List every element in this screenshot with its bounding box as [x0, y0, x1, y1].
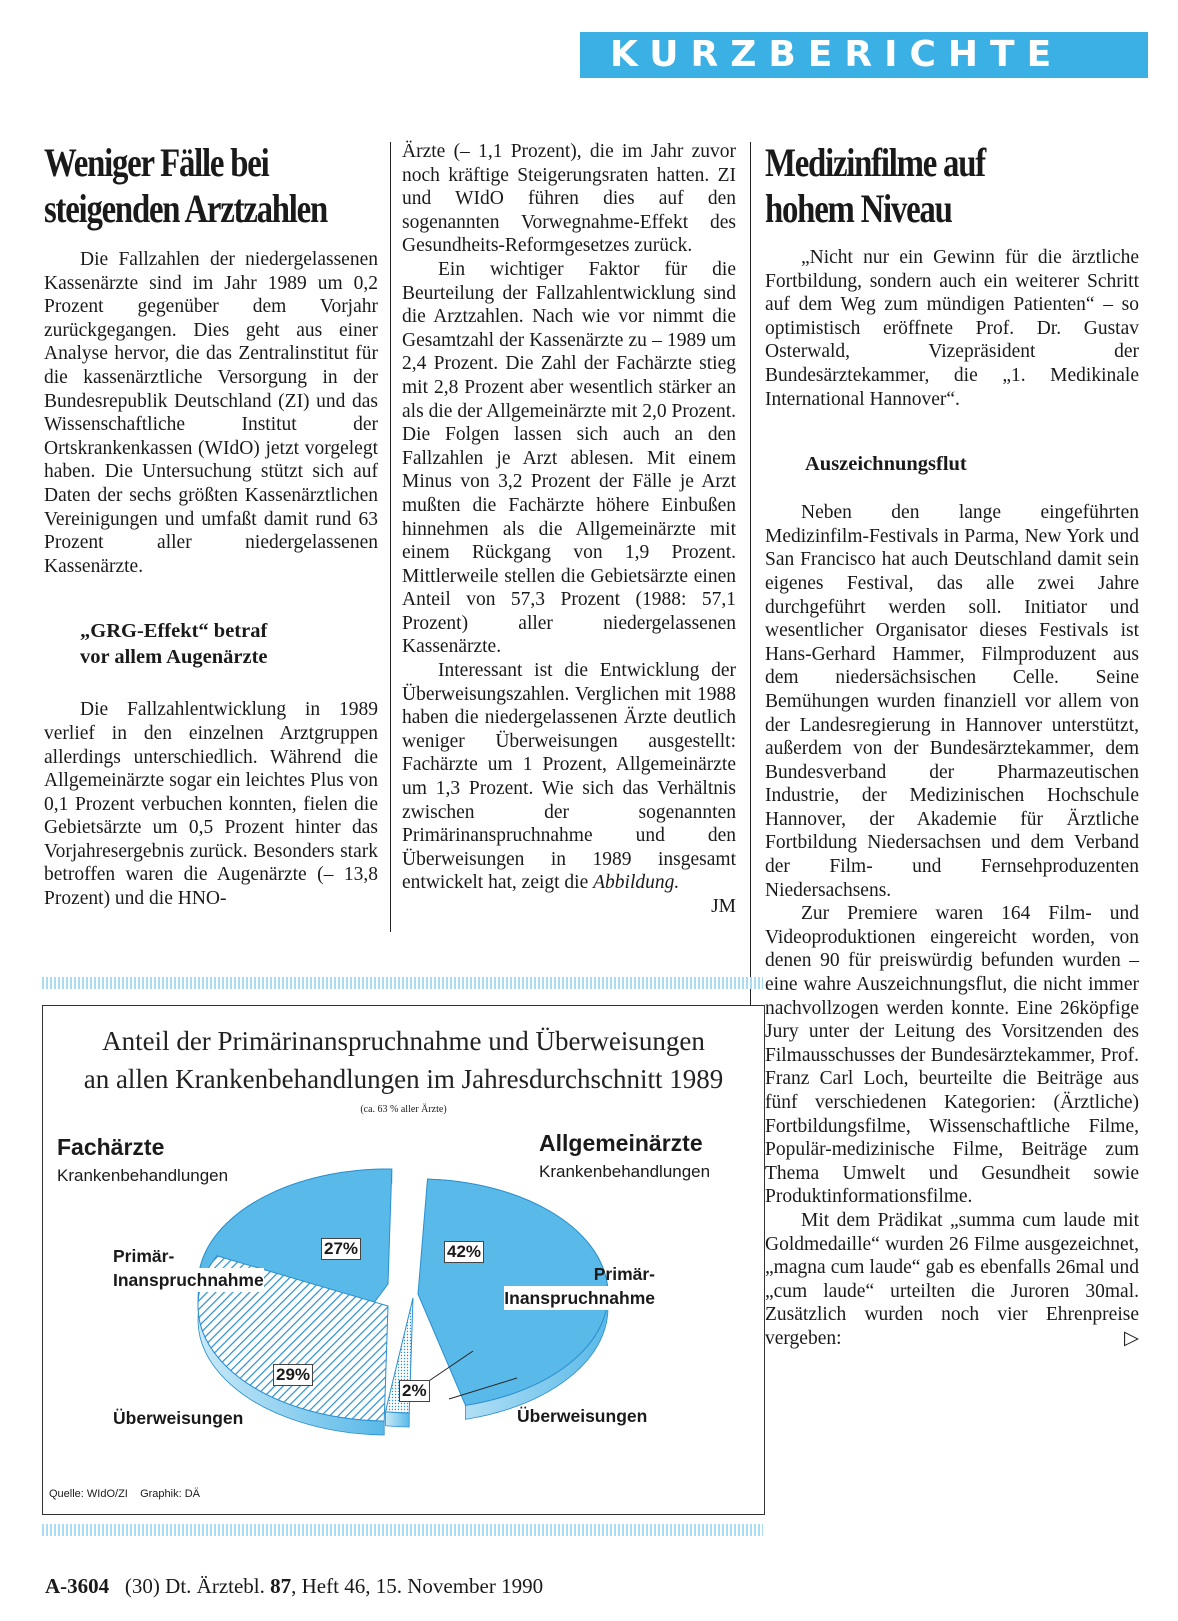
article1-headline	[44, 140, 328, 232]
page-footer	[45, 1574, 543, 1599]
label-primaer-right-line-2: Inanspruchnahme	[504, 1288, 655, 1308]
column-divider-1	[390, 142, 391, 932]
figure-title-line-2: an allen Krankenbehandlungen im Jahresdurchschnitt 1989	[83, 1064, 724, 1094]
pct-2: 2%	[399, 1380, 430, 1402]
page-number: A-3604	[45, 1574, 110, 1598]
paragraph-4-text: Mit dem Prädikat „summa cum laude mit Goldmedaille“ wurden 26 Filme ausgezeichnet, „magna cum laude“ gab es ebenfalls 26mal und „cum laude“ urteilten die Juroren 30mal. Zusätzlich wurden noch vier Ehrenpreise vergeben:	[765, 1209, 1139, 1349]
label-ueberweisungen-right: Überweisungen	[517, 1406, 648, 1426]
figure-bottom-stripe	[42, 1524, 763, 1536]
article1-paragraph-1: Die Fallzahlen der niedergelassenen Kassenärzte sind im Jahr 1989 um 0,2 Prozent gegenüber dem Vorjahr zurückgegangen. Dies geht aus einer Analyse hervor, die das Zentralinstitut für die kassenärztliche Versorgung in der Bundesrepublik Deutschland (ZI) und das Wissenschaftliche Institut der Ortskrankenkassen (WIdO) jetzt vorgelegt haben. Die Untersuchung stützt sich auf Daten der sechs größten Kassenärztlichen Vereinigungen und umfaßt damit rund 63 Prozent aller niedergelassenen Kassenärzte.	[44, 249, 378, 577]
journal-name: (30) Dt. Ärztebl.	[124, 1574, 265, 1598]
pct-29: 29%	[273, 1364, 313, 1386]
article1-subhead	[44, 618, 378, 670]
right-chart-subtitle: Krankenbehandlungen	[539, 1162, 711, 1181]
subhead-line-2: vor allem Augenärzte	[80, 646, 268, 669]
headline2-line-1: Medizinfilme auf	[765, 140, 985, 185]
banner-label: KURZBERICHTE	[610, 34, 1064, 75]
article2-paragraph-2: Neben den lange eingeführten Medizinfilm-Festivals in Parma, New York und San Francisco hat auch Deutschland damit sein eigenes Festival, das alle zwei Jahre durchgeführt werden soll. Initiator und wesentlicher Organisator dieses Festivals ist Hans-Gerhard Hammer, Filmproduzent aus dem niedersächsischen Celle. Seine Bemühungen wurden finanziell vor allem von der Landesregierung in Hannover unterstützt, außerdem von der Bundesärztekammer, dem Bundesverband der Pharmazeutischen Industrie, der Medizinischen Hochschule Hannover, der Akademie für Ärztliche Fortbildung Niedersachsen und dem Verband der Film- und Fernsehproduzenten Niedersachsens.	[765, 502, 1139, 901]
figure-note: (ca. 63 % aller Ärzte)	[360, 1104, 447, 1115]
author-initials: JM	[711, 896, 736, 917]
figure-top-stripe	[42, 977, 763, 989]
article1-column1	[44, 140, 378, 911]
left-chart-title: Fachärzte	[57, 1134, 165, 1160]
article1-paragraph-4: Ein wichtiger Faktor für die Beurteilung der Fallzahlentwicklung sind die Arztzahlen. Nach wie vor nimmt die Gesamtzahl der Kassenärzte zu – 1989 um 2,4 Prozent. Die Zahl der Fachärzte stieg mit 2,8 Prozent aber wesentlich stärker an als die der Allgemeinärzte mit 2,0 Prozent. Die Folgen lassen sich auch an den Fallzahlen je Arzt ablesen. Mit einem Minus von 3,2 Prozent der Fälle je Arzt mußten die Fachärzte höhere Einbußen hinnehmen als die Allgemeinärzte mit einem Rückgang von 1,9 Prozent. Mittlerweile stellen die Gebietsärzte einen Anteil von 57,3 Prozent (1988: 57,1 Prozent) aller niedergelassenen Kassenärzte.	[402, 258, 736, 658]
slice-allgemeinaerzte-ueberweisungen-side	[385, 1412, 409, 1427]
continue-arrow-icon: ▷	[1124, 1327, 1139, 1349]
article1-paragraph-2: Die Fallzahlentwicklung in 1989 verlief in den einzelnen Arztgruppen allerdings unterschiedlich. Während die Allgemeinärzte sogar ein leichtes Plus von 0,1 Prozent verbuchen konnten, fielen die Gebietsärzte um 0,5 Prozent hinter das Vorjahresergebnis zurück. Besonders stark betroffen waren die Augenärzte (– 13,8 Prozent) und die HNO-	[44, 699, 378, 910]
figure-box	[42, 1005, 765, 1515]
label-primaer-left-line-1: Primär-	[113, 1246, 175, 1266]
figure-reference: Abbildung.	[593, 872, 680, 894]
label-primaer-left	[113, 1244, 264, 1292]
figure-title-line-1: Anteil der Primärinanspruchnahme und Überweisungen	[102, 1026, 705, 1056]
article2-headline	[765, 140, 1072, 232]
article2-column	[765, 140, 1139, 1351]
journal-volume: 87	[270, 1574, 292, 1598]
headline2-line-2: hohem Niveau	[765, 186, 952, 231]
article1-column2	[402, 140, 736, 919]
subhead-line-1: „GRG-Effekt“ betraf	[80, 620, 268, 643]
issue-date: , Heft 46, 15. November 1990	[291, 1574, 544, 1598]
left-chart-subtitle: Krankenbehandlungen	[57, 1166, 229, 1185]
label-primaer-right	[483, 1262, 655, 1310]
paragraph-5-text: Interessant ist die Entwicklung der Überweisungszahlen. Verglichen mit 1988 haben die niedergelassenen Ärzte deutlich weniger Überweisungen ausgestellt: Fachärzte um 1 Prozent, Allgemeinärzte um 1,3 Prozent. Wie sich das Verhältnis zwischen der sogenannten Primärinanspruchnahme und den Überweisungen in 1989 insgesamt entwickelt hat, zeigt die	[402, 660, 736, 894]
label-primaer-right-line-1: Primär-	[593, 1264, 655, 1284]
headline-line-2: steigenden Arztzahlen	[44, 186, 328, 231]
article2-paragraph-3: Zur Premiere waren 164 Film- und Videoproduktionen eingereicht worden, von denen 90 für preiswürdig befunden wurden – eine wahre Auszeichnungsflut, die nicht immer nachvollzogen werden konnte. Eine 26köpfige Jury unter der Leitung des Vorsitzenden des Filmausschusses der Bundesärztekammer, Prof. Franz Carl Loch, beurteilte die Beiträge aus fünf verschiedenen Kategorien: (Ärztliche) Fortbildungsfilme, Wissenschaftliche Filme, Populär-medizinische Filme, Beiträge zum Thema Umwelt und Gesundheit sowie Produktinformationsfilme.	[765, 903, 1139, 1208]
figure-source: Quelle: WIdO/ZI Graphik: DÄ	[49, 1488, 200, 1500]
headline-line-1: Weniger Fälle bei	[44, 140, 269, 185]
article1-paragraph-5	[402, 659, 736, 917]
pie-left-fachaerzte	[198, 1169, 392, 1435]
section-banner	[580, 32, 1148, 78]
article1-paragraph-3: Ärzte (– 1,1 Prozent), die im Jahr zuvor noch kräftige Steigerungsraten hatten. ZI und WIdO führen dies auf den sogenannten Vorwegnahme-Effekt des Gesundheits-Reformgesetzes zurück.	[402, 141, 736, 257]
label-ueberweisungen-left: Überweisungen	[113, 1408, 244, 1428]
right-chart-title: Allgemeinärzte	[539, 1130, 703, 1156]
article2-subhead: Auszeichnungsflut	[805, 453, 967, 476]
label-primaer-left-line-2: Inanspruchnahme	[113, 1270, 264, 1290]
pct-27: 27%	[321, 1238, 361, 1260]
pct-42: 42%	[444, 1241, 484, 1263]
article2-paragraph-1: „Nicht nur ein Gewinn für die ärztliche Fortbildung, sondern auch ein weiterer Schritt auf dem Weg zum mündigen Patienten“ – so optimistisch eröffnete Prof. Dr. Gustav Osterwald, Vizepräsident der Bundesärztekammer, die „1. Medikinale International Hannover“.	[765, 247, 1139, 410]
article2-paragraph-4	[765, 1209, 1139, 1351]
